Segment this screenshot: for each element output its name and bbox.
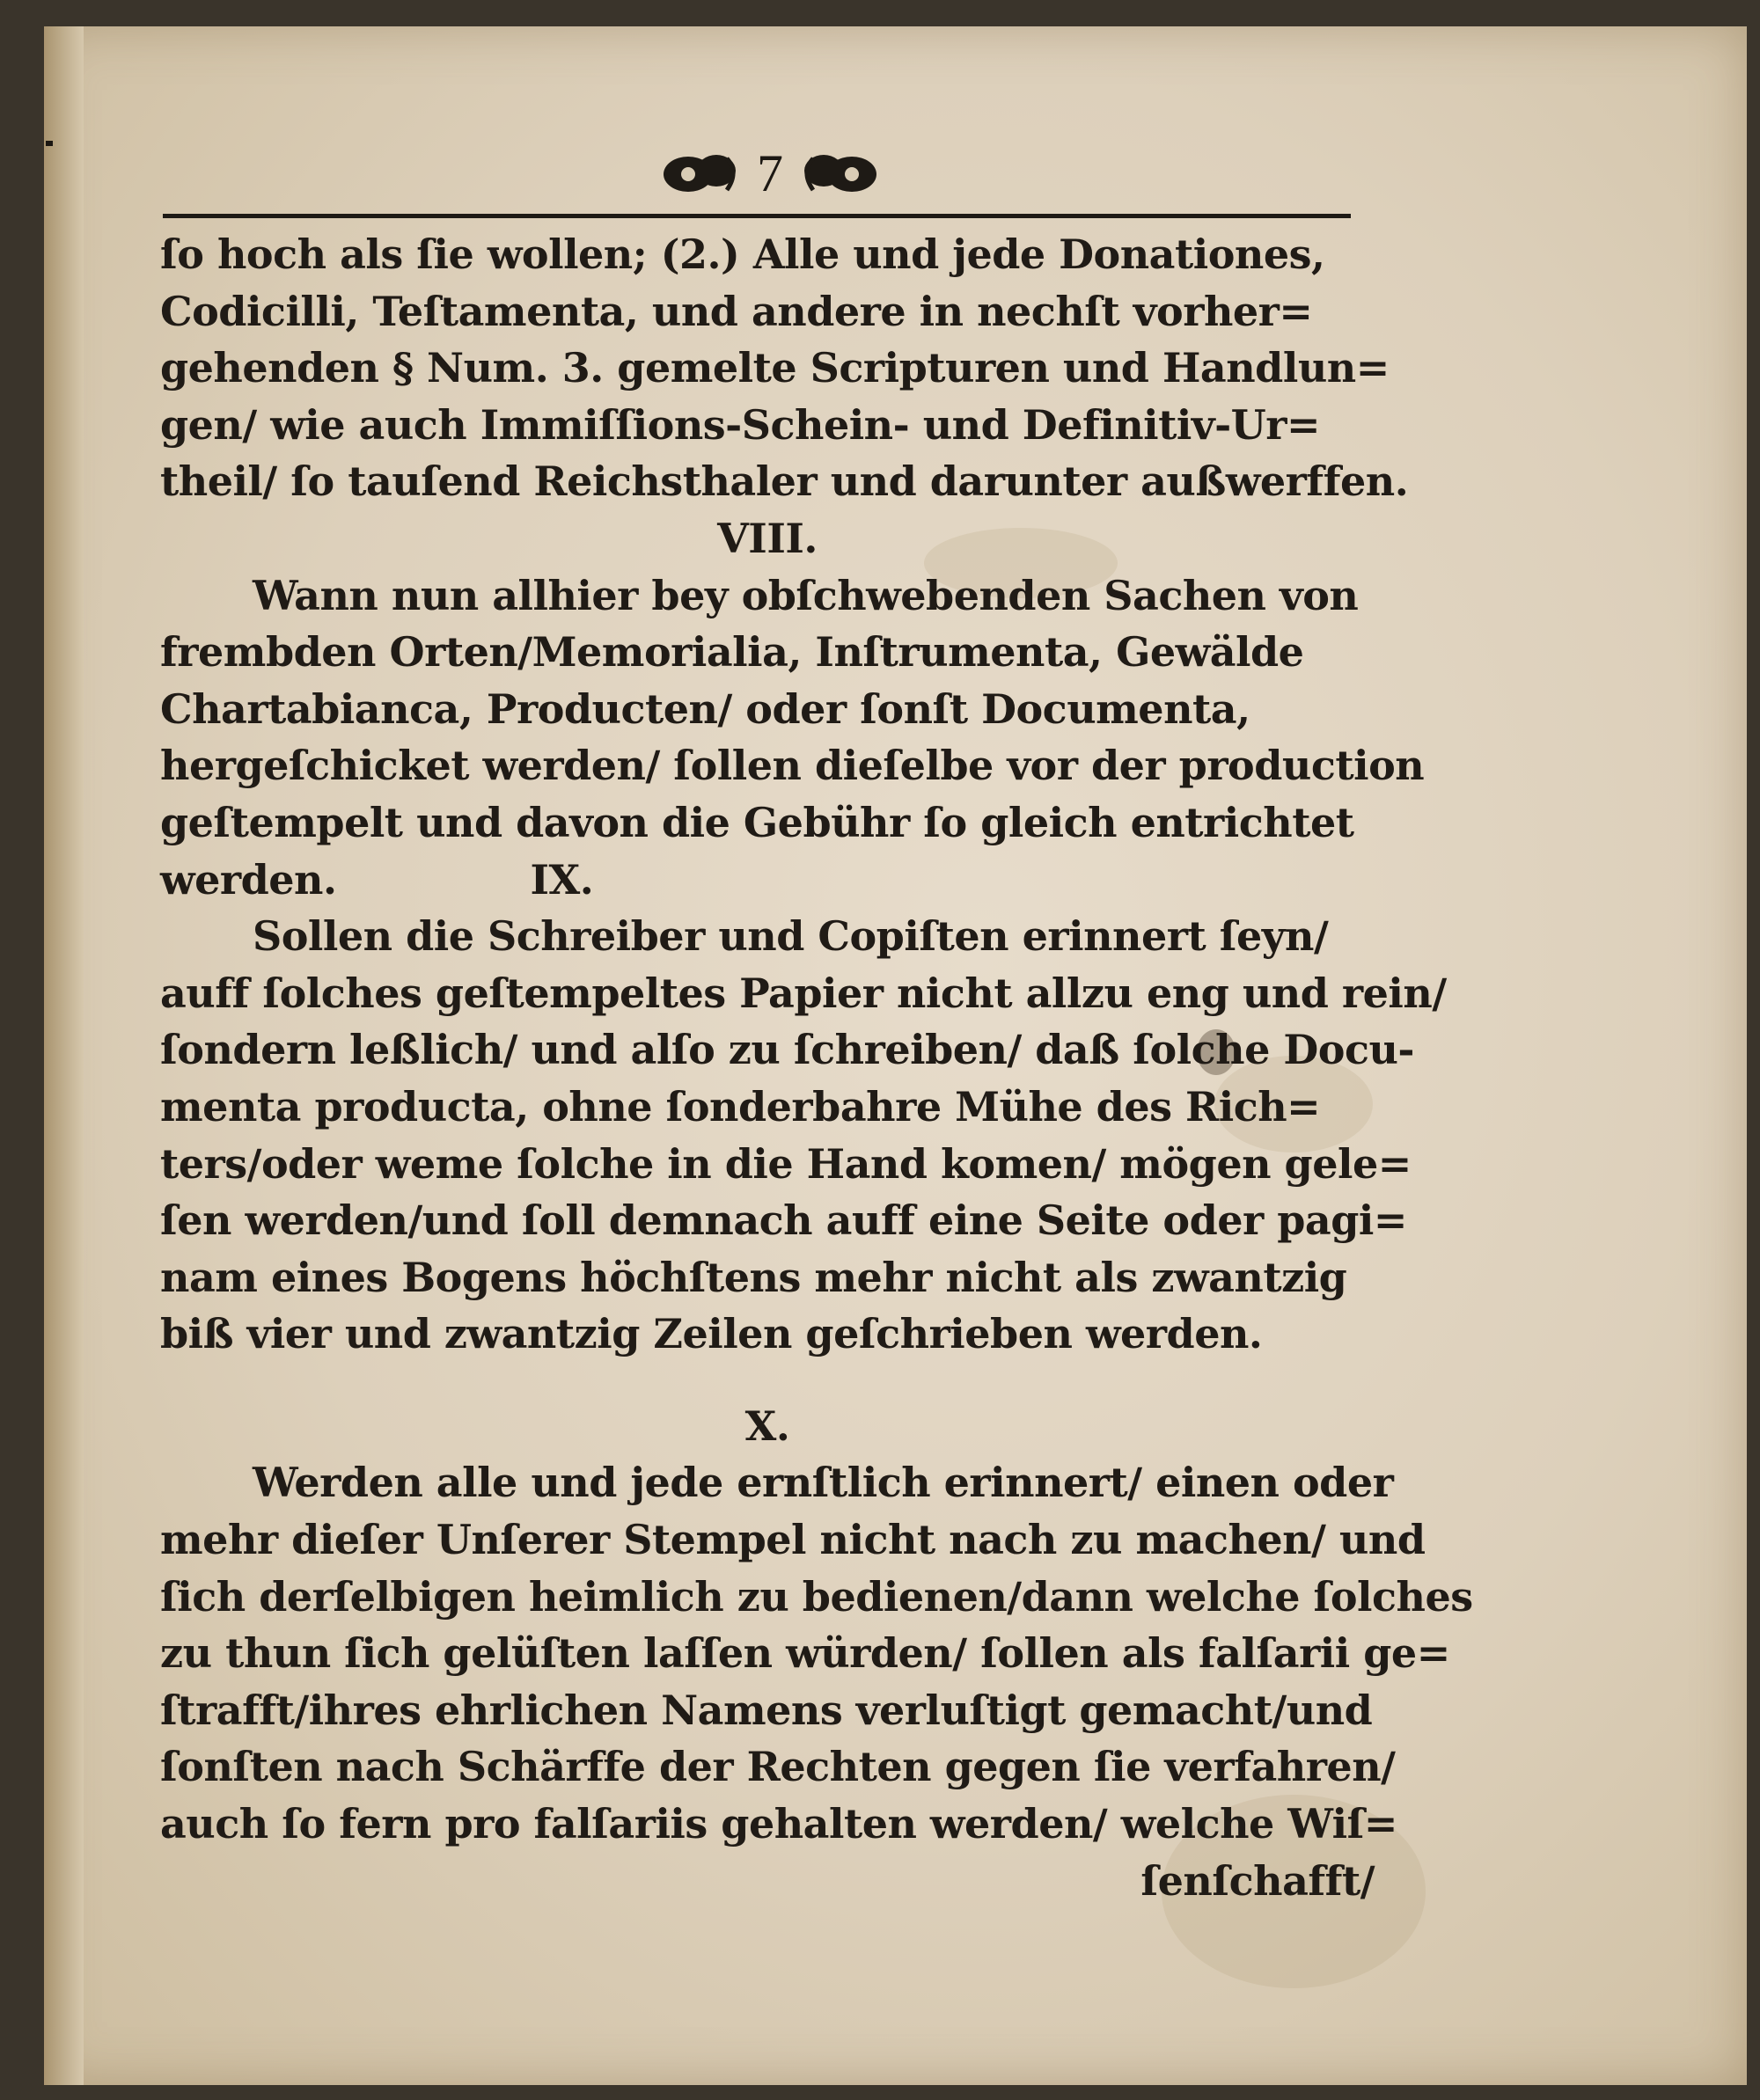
section-heading-ix: IX. [530, 855, 594, 904]
catchword: ſenſchafft/ [1140, 1856, 1375, 1905]
section-heading-viii: VIII. [717, 514, 818, 562]
text-line: mehr dieſer Unſerer Stempel nicht nach zu machen/ und [160, 1516, 1426, 1564]
text-line: hergeſchicket werden/ ſollen dieſelbe vor der production [160, 742, 1425, 790]
spacer-line [160, 1367, 1375, 1402]
margin-mark [46, 141, 53, 146]
text-line: menta producta, ohne ſonderbahre Mühe des Rich= [160, 1082, 1321, 1130]
text-line: ters/oder weme ſolche in die Hand komen/ mögen gele= [160, 1139, 1412, 1188]
text-line: Wann nun allhier bey obſchwebenden Sachen von [253, 571, 1359, 619]
text-line: auff ſolches geſtempeltes Papier nicht allzu eng und rein/ [160, 969, 1447, 1017]
text-line: gehenden § Num. 3. gemelte Scripturen und Handlun= [160, 344, 1390, 392]
text-line: Codicilli, Teſtamenta, und andere in nechſt vorher= [160, 287, 1313, 335]
page-header [607, 132, 933, 216]
text-line: Chartabianca, Producten/ oder ſonſt Documenta, [160, 684, 1250, 733]
text-line-with-heading [160, 856, 1375, 913]
binding-gutter [44, 26, 84, 2085]
text-line: ſondern leßlich/ und alſo zu ſchreiben/ daß ſolche Docu- [160, 1026, 1414, 1074]
text-line: auch ſo fern pro falſariis gehalten werden/ welche Wiſ= [160, 1800, 1397, 1848]
text-line: gen/ wie auch Immiſſions-Schein- und Definitiv-Ur= [160, 400, 1321, 449]
section-heading-x: X. [744, 1401, 790, 1450]
text-line: werden. [160, 855, 337, 904]
text-line: Werden alle und jede ernſtlich erinnert/ einen oder [253, 1459, 1394, 1507]
text-line: ſonſten nach Schärffe der Rechten gegen ſie verfahren/ [160, 1743, 1396, 1791]
fleuron-right-icon [799, 150, 878, 199]
text-line: ſo hoch als ſie wollen; (2.) Alle und jede Donationes, [160, 230, 1325, 278]
text-line: ſich derſelbigen heimlich zu bedienen/dann welche ſolches [160, 1572, 1473, 1621]
text-line: geſtempelt und davon die Gebühr ſo gleich entrichtet [160, 798, 1354, 846]
header-rule [163, 214, 1351, 218]
text-line: frembden Orten/Memorialia, Inſtrumenta, Gewälde [160, 628, 1304, 677]
text-line: nam eines Bogens höchſtens mehr nicht als zwantzig [160, 1253, 1347, 1301]
text-line: theil/ ſo tauſend Reichsthaler und darunter außwerffen. [160, 457, 1409, 506]
text-line: Sollen die Schreiber und Copiſten erinnert ſeyn/ [253, 912, 1329, 961]
text-line: zu thun ſich gelüſten laſſen würden/ ſollen als falſarii ge= [160, 1629, 1450, 1678]
text-line: ſen werden/und ſoll demnach auff eine Seite oder pagi= [160, 1196, 1407, 1245]
text-line: biß vier und zwantzig Zeilen geſchrieben werden. [160, 1310, 1263, 1358]
text-body [160, 230, 1473, 1913]
text-line: ſtrafft/ihres ehrlichen Namens verluſtigt gemacht/und [160, 1686, 1373, 1734]
page-number: 7 [757, 144, 783, 202]
fleuron-left-icon [662, 150, 741, 199]
